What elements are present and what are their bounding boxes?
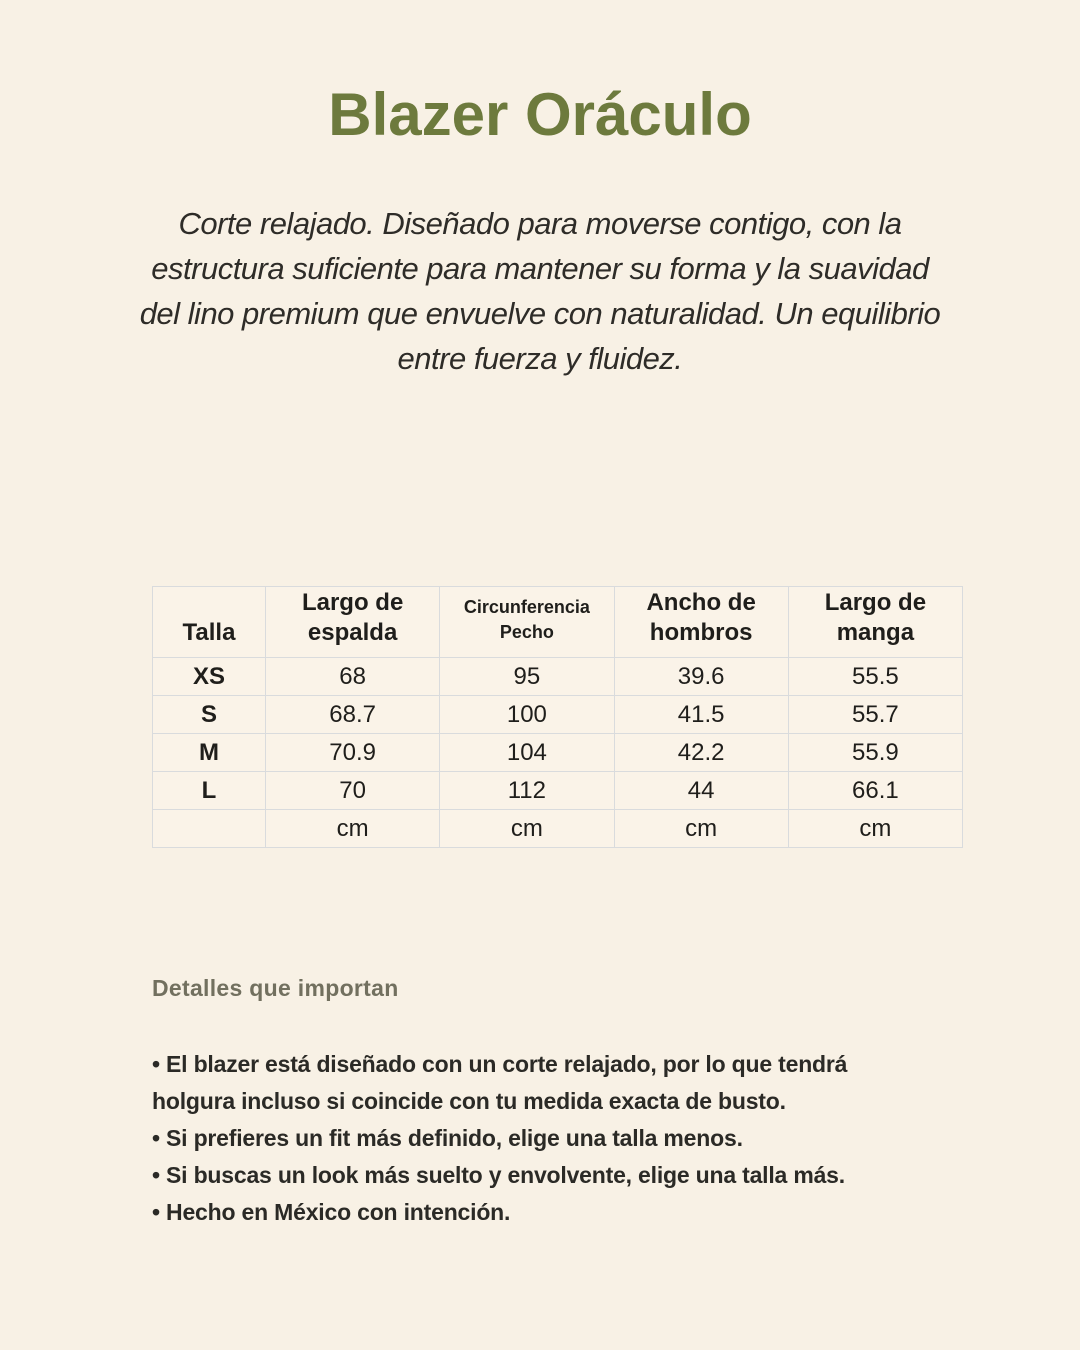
size-chart [152, 586, 963, 848]
table-row-m [153, 734, 963, 772]
list-item: • Si buscas un look más suelto y envolvente, elige una talla más. [152, 1162, 845, 1188]
list-item: • El blazer está diseñado con un corte relajado, por lo que tendrá holgura incluso si coincide con tu medida exacta de busto. [152, 1051, 848, 1114]
value-cell: 42.2 [614, 734, 788, 772]
value-cell: 44 [614, 772, 788, 810]
details-heading: Detalles que importan [152, 975, 399, 1001]
value-cell: 112 [440, 772, 614, 810]
value-cell: 68 [266, 658, 440, 696]
table-row-s [153, 696, 963, 734]
value-cell: 41.5 [614, 696, 788, 734]
header-ancho-hombros: Ancho de hombros [614, 587, 788, 658]
header-largo-espalda: Largo de espalda [266, 587, 440, 658]
list-item: • Si prefieres un fit más definido, elige una talla menos. [152, 1125, 743, 1151]
value-cell: 55.5 [788, 658, 962, 696]
size-cell: S [153, 696, 266, 734]
value-cell: 70 [266, 772, 440, 810]
value-cell: 55.9 [788, 734, 962, 772]
size-cell: L [153, 772, 266, 810]
value-cell: 70.9 [266, 734, 440, 772]
size-chart-header-row [153, 587, 963, 658]
table-row-l [153, 772, 963, 810]
size-cell: XS [153, 658, 266, 696]
size-cell [153, 810, 266, 848]
value-cell: 95 [440, 658, 614, 696]
list-item: • Hecho en México con intención. [152, 1199, 511, 1225]
product-title: Blazer Oráculo [328, 81, 752, 148]
description-line: Corte relajado. Diseñado para moverse contigo, con la [178, 206, 902, 241]
details-section [152, 975, 912, 1231]
product-description [0, 201, 1080, 381]
value-cell: 100 [440, 696, 614, 734]
size-chart-table [152, 586, 963, 848]
unit-cell: cm [440, 810, 614, 848]
unit-cell: cm [266, 810, 440, 848]
value-cell: 68.7 [266, 696, 440, 734]
description-line: estructura suficiente para mantener su forma y la suavidad [151, 251, 929, 286]
description-line: entre fuerza y fluidez. [397, 341, 683, 376]
unit-cell: cm [614, 810, 788, 848]
details-list [152, 1046, 897, 1231]
table-row-units [153, 810, 963, 848]
product-info-page [0, 80, 1080, 1350]
value-cell: 66.1 [788, 772, 962, 810]
value-cell: 55.7 [788, 696, 962, 734]
unit-cell: cm [788, 810, 962, 848]
value-cell: 104 [440, 734, 614, 772]
size-cell: M [153, 734, 266, 772]
header-circunferencia-pecho: Circunferencia Pecho [440, 587, 614, 658]
header-largo-manga: Largo de manga [788, 587, 962, 658]
header-talla: Talla [153, 587, 266, 658]
table-row-xs [153, 658, 963, 696]
description-line: del lino premium que envuelve con naturalidad. Un equilibrio [139, 296, 941, 331]
value-cell: 39.6 [614, 658, 788, 696]
